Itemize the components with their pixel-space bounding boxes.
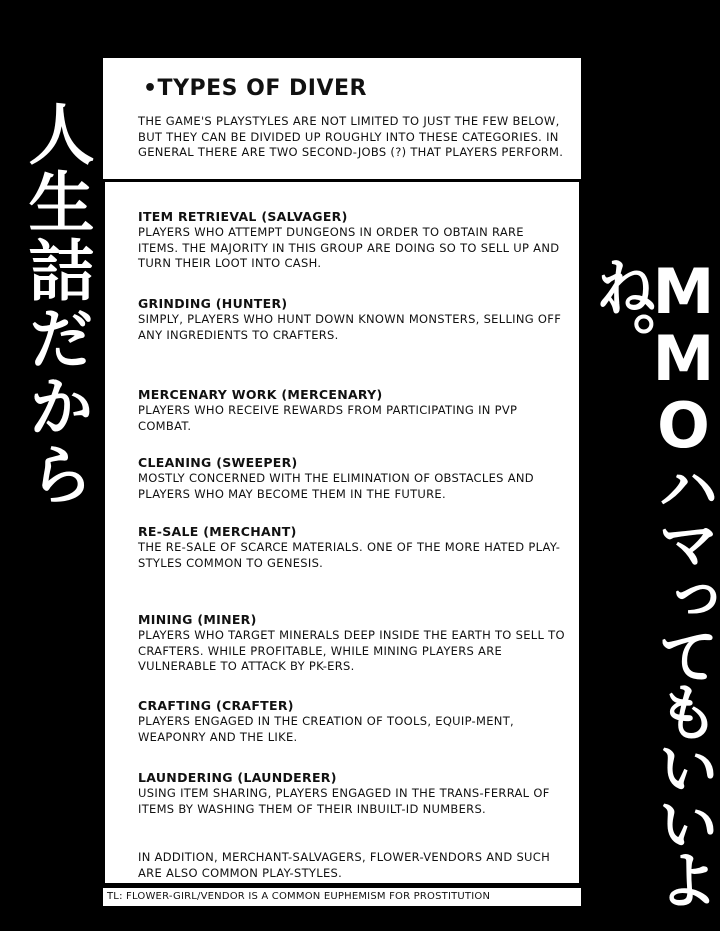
entry-description: PLAYERS WHO RECEIVE REWARDS FROM PARTICIPATING IN PVP COMBAT. (138, 403, 518, 433)
entry-title: CRAFTING (CRAFTER) (138, 698, 294, 713)
entry-mercenary-work (138, 386, 568, 434)
entry-description: MOSTLY CONCERNED WITH THE ELIMINATION OF OBSTACLES AND PLAYERS WHO MAY BECOME THEM IN THE FUTURE. (138, 471, 534, 501)
entry-title: CLEANING (SWEEPER) (138, 455, 298, 470)
entry-description: PLAYERS ENGAGED IN THE CREATION OF TOOLS, EQUIP-MENT, WEAPONRY AND THE LIKE. (138, 714, 514, 744)
entry-cleaning (138, 454, 568, 502)
intro-paragraph: THE GAME'S PLAYSTYLES ARE NOT LIMITED TO JUST THE FEW BELOW, BUT THEY CAN BE DIVIDED UP ROUGHLY INTO THESE CATEGORIES. IN GENERAL THERE ARE TWO SECOND-JOBS (?) THAT PLAYERS PERFORM. (138, 114, 564, 159)
entry-description: THE RE-SALE OF SCARCE MATERIALS. ONE OF THE MORE HATED PLAY-STYLES COMMON TO GENESIS. (138, 540, 561, 570)
section-heading: •TYPES OF DIVER (143, 76, 367, 101)
closing-paragraph: IN ADDITION, MERCHANT-SALVAGERS, FLOWER-VENDORS AND SUCH ARE ALSO COMMON PLAY-STYLES. (138, 850, 551, 880)
entry-item-retrieval (138, 208, 568, 272)
entry-title: MERCENARY WORK (MERCENARY) (138, 387, 383, 402)
entry-re-sale (138, 523, 568, 571)
translator-note: TL: FLOWER-GIRL/VENDOR IS A COMMON EUPHEMISM FOR PROSTITUTION (103, 888, 581, 906)
entry-crafting (138, 697, 568, 745)
japanese-side-text-left: 人生詰だから (17, 100, 94, 508)
entry-title: ITEM RETRIEVAL (SALVAGER) (138, 209, 348, 224)
japanese-side-text-right: MMOハマってもいいよね。 (585, 255, 720, 904)
entry-mining (138, 611, 568, 675)
entry-title: RE-SALE (MERCHANT) (138, 524, 297, 539)
entry-title: LAUNDERING (LAUNDERER) (138, 770, 337, 785)
entry-description: SIMPLY, PLAYERS WHO HUNT DOWN KNOWN MONSTERS, SELLING OFF ANY INGREDIENTS TO CRAFTERS. (138, 312, 562, 342)
entry-grinding (138, 295, 568, 343)
entry-description: PLAYERS WHO TARGET MINERALS DEEP INSIDE THE EARTH TO SELL TO CRAFTERS. WHILE PROFITABLE, WHILE MINING PLAYERS ARE VULNERABLE TO ATTACK BY PK-ERS. (138, 628, 565, 673)
entry-title: GRINDING (HUNTER) (138, 296, 288, 311)
entry-description: USING ITEM SHARING, PLAYERS ENGAGED IN THE TRANS-FERRAL OF ITEMS BY WASHING THEM OF THEIR INBUILT-ID NUMBERS. (138, 786, 550, 816)
entry-title: MINING (MINER) (138, 612, 257, 627)
entry-laundering (138, 769, 568, 817)
entry-description: PLAYERS WHO ATTEMPT DUNGEONS IN ORDER TO OBTAIN RARE ITEMS. THE MAJORITY IN THIS GROUP ARE DOING SO TO SELL UP AND TURN THEIR LOOT INTO CASH. (138, 225, 560, 270)
